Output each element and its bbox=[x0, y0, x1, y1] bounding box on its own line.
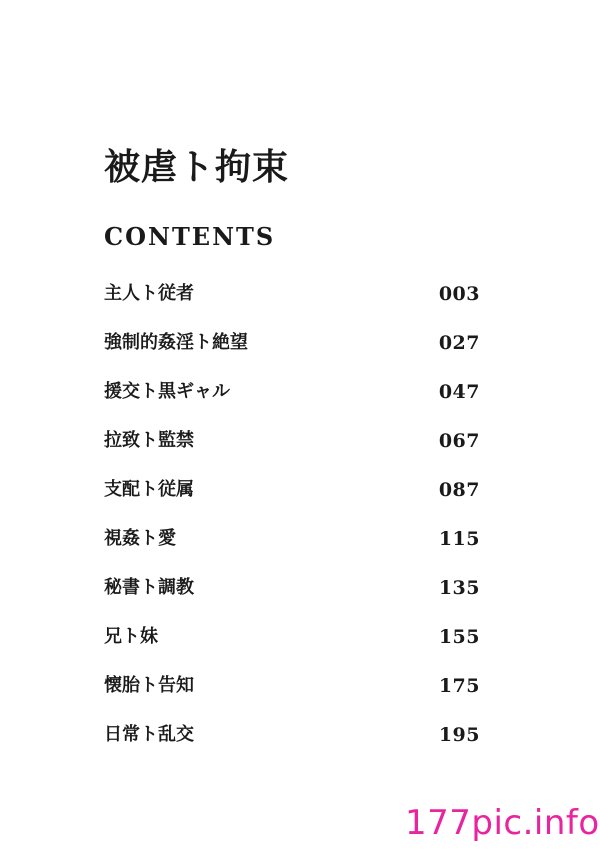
toc-entry-page: 175 bbox=[438, 675, 480, 697]
toc-entry-title: 日常ト乱交 bbox=[104, 724, 194, 745]
toc-entry-page: 027 bbox=[438, 332, 480, 354]
toc-entry bbox=[104, 526, 480, 575]
toc-entry bbox=[104, 575, 480, 624]
toc-entry-title: 兄ト妹 bbox=[104, 626, 158, 647]
toc-entry-page: 087 bbox=[438, 479, 480, 501]
toc-entry-title: 懐胎ト告知 bbox=[104, 675, 194, 696]
toc-entry-page: 115 bbox=[438, 528, 480, 550]
toc-entry-title: 秘書ト調教 bbox=[104, 577, 194, 598]
toc-entry bbox=[104, 477, 480, 526]
toc-entry bbox=[104, 673, 480, 722]
toc-entry-title: 強制的姦淫ト絶望 bbox=[104, 332, 248, 353]
toc-entry-title: 拉致ト監禁 bbox=[104, 430, 194, 451]
toc-entry bbox=[104, 281, 480, 330]
toc-entry-page: 135 bbox=[438, 577, 480, 599]
book-title: 被虐ト拘束 bbox=[104, 146, 290, 188]
toc-entry-title: 視姦ト愛 bbox=[104, 528, 176, 549]
toc-entry-page: 003 bbox=[438, 283, 480, 305]
table-of-contents bbox=[104, 281, 480, 771]
toc-entry-page: 047 bbox=[438, 381, 480, 403]
toc-entry bbox=[104, 428, 480, 477]
toc-entry-page: 067 bbox=[438, 430, 480, 452]
toc-entry-title: 援交ト黒ギャル bbox=[104, 381, 230, 402]
toc-entry-title: 主人ト従者 bbox=[104, 283, 194, 304]
watermark-text: 177pic.info bbox=[405, 803, 600, 843]
toc-entry-page: 195 bbox=[438, 724, 480, 746]
toc-entry-title: 支配ト従属 bbox=[104, 479, 194, 500]
toc-entry bbox=[104, 330, 480, 379]
toc-entry bbox=[104, 722, 480, 771]
contents-heading: CONTENTS bbox=[104, 222, 276, 251]
toc-entry bbox=[104, 379, 480, 428]
toc-entry-page: 155 bbox=[438, 626, 480, 648]
toc-entry bbox=[104, 624, 480, 673]
